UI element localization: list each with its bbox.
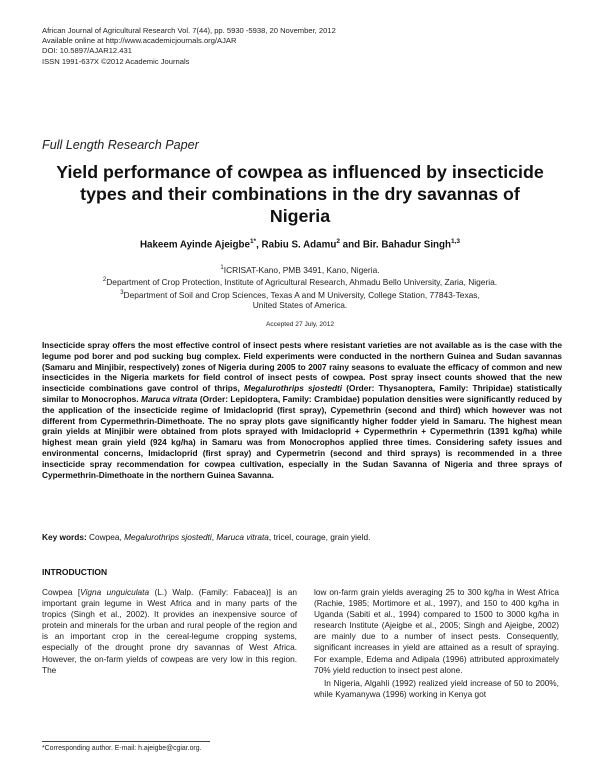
- author-list: [60, 238, 540, 250]
- species-name: Megalurothrips sjostedti: [243, 383, 343, 394]
- body-text: (L.) Walp. (Family: Fabacea)] is an important grain legume in West Africa and in many parts of the tropics (Singh et al., 2002). It provides an inexpensive source of protein and minerals for the urban and rural people of the region and is an important crop in the cereal-legume cropping systems, especially of the drought prone dry savannas of West Africa. However, the on-farm yields of cowpeas are very low in this region. The: [42, 587, 298, 675]
- intro-right-column: [314, 587, 559, 700]
- author-affil-mark: 2: [336, 238, 340, 245]
- abstract-text: Insecticide spray offers the most effective control of insect pests where resistant varieties are not available as is the case with the legume pod borer and pod sucking bug complex. Field experiments were conducted in the northern Guinea and Sudan savannas (Samaru and Minjibir, respectively) zones of Nigeria during 2005 to 2007 rainy seasons to evaluate the efficacy of common and new insecticides in the Nigeria markets for field control of insect pests of cowpea. Post spray insect counts showed that the new insecticide combinations gave control of thrips,: [42, 340, 562, 394]
- footnote-divider: [42, 741, 210, 742]
- author-affil-mark: 1*: [249, 238, 257, 245]
- corresponding-author-footnote: *Corresponding author. E-mail: h.ajeigbe@cgiar.org.: [42, 745, 202, 752]
- body-text: Cowpea [: [42, 587, 81, 597]
- affiliation-3: [60, 288, 540, 300]
- issn: ISSN 1991-637X ©2012 Academic Journals: [42, 56, 190, 66]
- keywords-label: Key words:: [42, 532, 87, 542]
- author-name: Bir. Bahadur Singh: [362, 239, 451, 251]
- body-paragraph: In Nigeria, Algahli (1992) realized yield increase of 50 to 200%, while Kyamanywa (1996) working in Kenya got: [314, 677, 559, 699]
- affil-text: Department of Soil and Crop Sciences, Texas A and M University, College Station, 77843-Texas,: [123, 289, 480, 300]
- abstract-text: (Order: Thysanoptera, Family: Thripidae) statistically similar to Monocrophos.: [42, 383, 562, 404]
- journal-citation: African Journal of Agricultural Research Vol. 7(44), pp. 5930 -5938, 20 November, 2012: [42, 26, 336, 35]
- body-paragraph: low on-farm grain yields averaging 25 to 300 kg/ha in West Africa (Rachie, 1985; Mortimore et al., 1997), and 150 to 400 kg/ha in Uganda (Sabiti et al., 1994) compared to 1500 to 3000 kg/ha in research Institute (Ajeigbe et al., 2005; Singh and Ajeigbe, 2002) are mainly due to a number of insect pests. Consequently, significant increases in yield are attained as a result of spraying. For example, Edema and Adipala (1996) attributed approximately 70% yield reduction to insect pest alone.: [314, 587, 559, 675]
- affil-text: Department of Crop Protection, Institute of Agricultural Research, Ahmadu Bello University, Zaria, Nigeria.: [106, 277, 498, 288]
- abstract-text: (Order: Lepidoptera, Family: Crambidae) population densities were significantly reduced by the application of the insecticide regime of Imidacloprid (first spray), Cypemethrin (second and third) which however was not different from Cypermethrin-Dimethoate. The no spray plots gave significantly higher fodder yield in Samaru. The highest mean grain yields at Minjibir were obtained from plots sprayed with Imidacloprid + Cypermethrin + Cypermethrin (1391 kg/ha) while highest mean grain yield (924 kg/ha) in Samaru was from Monocrophos applied three times. Considering safety issues and environmental concerns, Imidacloprid (first spray) and Cypermetrin (second and third sprays) is recommended in a three insecticide spray recommendation for cowpea cultivation, especially in the Sudan Savanna of Nigeria and three sprays of Cypermethrin-Dimethoate in the northern Guinea Savanna.: [42, 393, 562, 480]
- keyword-species: Megalurothrips sjostedti: [124, 532, 212, 542]
- keyword-text: ,: [211, 532, 217, 542]
- affil-text: ICRISAT-Kano, PMB 3491, Kano, Nigeria.: [223, 264, 380, 275]
- author-name: Rabiu S. Adamu: [261, 239, 337, 251]
- affil-mark: 3: [120, 289, 124, 296]
- species-name: Maruca vitrata: [141, 393, 198, 404]
- keyword-text: , tricel, courage, grain yield.: [268, 532, 371, 542]
- doi: DOI: 10.5897/AJAR12.431: [42, 46, 132, 56]
- abstract: [42, 340, 562, 480]
- author-separator: and: [339, 239, 363, 251]
- affil-mark: 1: [220, 265, 224, 271]
- affiliations: [60, 263, 540, 311]
- author-separator: ,: [256, 239, 262, 251]
- intro-left-column: [42, 587, 297, 676]
- author-name: Hakeem Ayinde Ajeigbe: [139, 239, 250, 251]
- affiliation-2: [60, 275, 540, 287]
- affiliation-1: [60, 263, 540, 275]
- accepted-date: Accepted 27 July, 2012: [265, 321, 335, 328]
- keywords: [42, 532, 562, 542]
- section-heading-introduction: INTRODUCTION: [42, 567, 108, 577]
- species-name: Vigna unguiculata: [80, 587, 150, 597]
- keyword-species: Maruca vitrata: [216, 532, 269, 542]
- keyword-text: Cowpea,: [86, 532, 125, 542]
- paper-title: Yield performance of cowpea as influenced by insecticide types and their combinations in the dry savannas of Nigeria: [56, 162, 544, 226]
- affil-mark: 2: [102, 277, 107, 284]
- author-affil-mark: 1,3: [451, 238, 461, 245]
- journal-header: [42, 26, 336, 67]
- paper-type: Full Length Research Paper: [42, 138, 199, 152]
- affiliation-3-cont: United States of America.: [252, 300, 348, 311]
- available-online: Available online at http://www.academicjournals.org/AJAR: [42, 36, 237, 46]
